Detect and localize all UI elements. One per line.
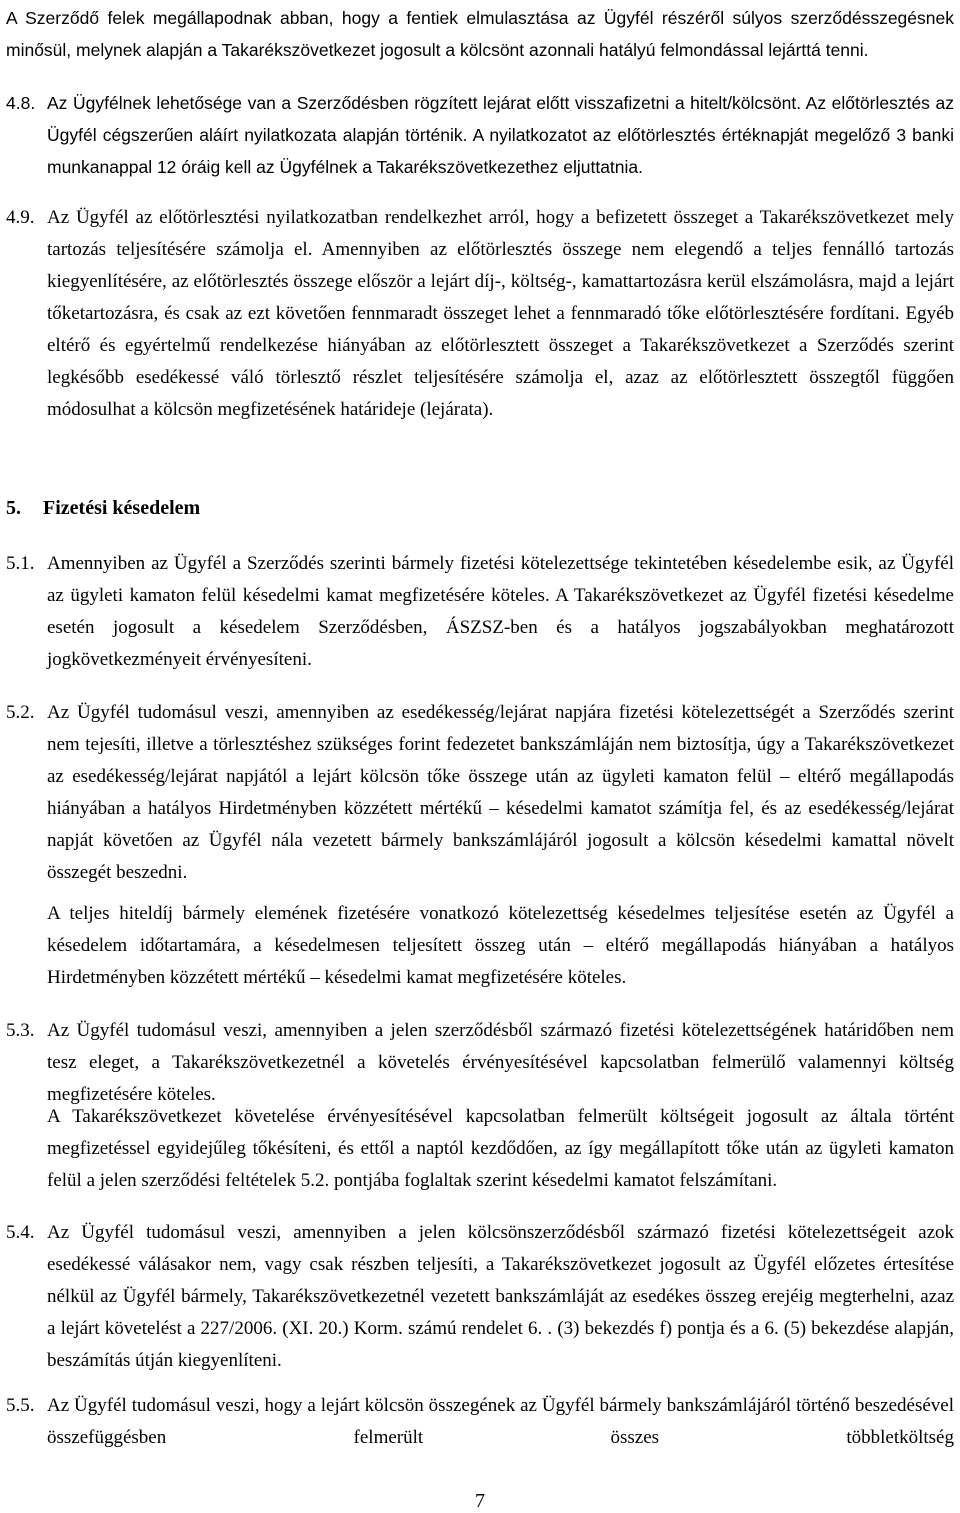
clause-5-5: Az Ügyfél tudomásul veszi, hogy a lejárt kölcsön összegének az Ügyfél bármely bankszámlájáról történő beszedésével összefüggésben felmerült összes többletköltség [47, 1395, 954, 1448]
clause-5-1: Amennyiben az Ügyfél a Szerződés szerinti bármely fizetési kötelezettsége tekintetében késedelembe esik, az Ügyfél az ügyleti kamaton felül késedelmi kamat megfizetésére köteles. A Takarékszövetkezet az Ügyfél fizetési késedelme esetén jogosult a késedelem Szerződésben, ÁSZSZ-ben és a hatályos jogszabályokban meghatározott jogkövetkezményeit érvényesíteni. [47, 553, 954, 670]
intro-paragraph: A Szerződő felek megállapodnak abban, hogy a fentiek elmulasztása az Ügyfél részéről súlyos szerződésszegésnek minősül, melynek alapján a Takarékszövetkezet jogosult a kölcsönt azonnali hatályú felmondással lejárttá tenni. [6, 8, 954, 60]
clause-5-2: Az Ügyfél tudomásul veszi, amennyiben az esedékesség/lejárat napjára fizetési kötelezettségét a Szerződés szerint nem tejesíti, illetve a törlesztéshez szükséges forint fedezetet bankszámláján nem biztosítja, úgy a Takarékszövetkezet az esedékesség/lejárat napjától a lejárt kölcsön tőke összege után az ügyleti kamaton felül – eltérő megállapodás hiányában a hatályos Hirdetményben közzétett mértékű – késedelmi kamatot számítja fel, és az esedékesség/lejárat napját követően az Ügyfél nála vezetett bármely bankszámlájáról jogosult a kölcsön késedelmi kamattal növelt összegét beszedni. [47, 702, 954, 883]
clause-number-5-3: 5.3. [6, 1020, 35, 1041]
clause-number-5-4: 5.4. [6, 1222, 35, 1243]
section-title: Fizetési késedelem [43, 497, 201, 519]
page-number: 7 [475, 1490, 485, 1512]
clause-number-4-9: 4.9. [6, 207, 35, 228]
clause-4-9: Az Ügyfél az előtörlesztési nyilatkozatban rendelkezhet arról, hogy a befizetett összeget a Takarékszövetkezet mely tartozás teljesítésére számolja el. Amennyiben az előtörlesztés összege nem elegendő a teljes fennálló tartozás kiegyenlítésére, az előtörlesztés összege először a lejárt díj-, költség-, kamattartozásra kerül elszámolásra, majd a lejárt tőketartozásra, és csak az ezt követően fennmaradt összeget lehet a fennmaradó tőke előtörlesztésére fordítani. Egyéb eltérő és egyértelmű rendelkezése hiányában az előtörlesztett összeget a Takarékszövetkezet a Szerződés szerint legkésőbb esedékessé váló törlesztő részlet teljesítésére számolja el, azaz az előtörlesztett összegtől függően módosulhat a kölcsön megfizetésének határideje (lejárata). [47, 207, 954, 420]
section-heading-5 [6, 492, 200, 524]
clause-number-4-8: 4.8. [6, 93, 36, 113]
clause-4-8: Az Ügyfélnek lehetősége van a Szerződésben rögzített lejárat előtt visszafizetni a hitelt/kölcsönt. Az előtörlesztés az Ügyfél cégszerűen aláírt nyilatkozata alapján történik. A nyilatkozatot az előtörlesztés értéknapját megelőző 3 banki munkanappal 12 óráig kell az Ügyfélnek a Takarékszövetkezethez eljuttatnia. [47, 93, 954, 177]
clause-number-5-2: 5.2. [6, 702, 35, 723]
clause-5-3-continuation: A Takarékszövetkezet követelése érvényesítésével kapcsolatban felmerült költségeit jogosult az általa történt megfizetéssel egyidejűleg tőkésíteni, és ettől a naptól kezdődően, az így megállapított tőke után az ügyleti kamaton felül a jelen szerződési feltételek 5.2. pontjába foglaltak szerint késedelmi kamatot felszámítani. [47, 1106, 954, 1191]
clause-5-3: Az Ügyfél tudomásul veszi, amennyiben a jelen szerződésből származó fizetési kötelezettségének határidőben nem tesz eleget, a Takarékszövetkezetnél a követelés érvényesítésével kapcsolatban felmerülő valamennyi költség megfizetésére köteles. [47, 1020, 954, 1105]
clause-5-4: Az Ügyfél tudomásul veszi, amennyiben a jelen kölcsönszerződésből származó fizetési kötelezettségeit azok esedékessé válásakor nem, vagy csak részben teljesíti, a Takarékszövetkezet jogosult az Ügyfél előzetes értesítése nélkül az Ügyfél bármely, Takarékszövetkezetnél vezetett bankszámláját az esedékes összeg erejéig megterhelni, azaz a lejárt követelést a 227/2006. (XI. 20.) Korm. számú rendelet 6. . (3) bekezdés f) pontja és a 6. (5) bekezdése alapján, beszámítás útján kiegyenlíteni. [47, 1222, 954, 1371]
clause-number-5-5: 5.5. [6, 1395, 35, 1416]
clause-number-5-1: 5.1. [6, 553, 35, 574]
clause-5-2-continuation: A teljes hiteldíj bármely elemének fizetésére vonatkozó kötelezettség késedelmes teljesítése esetén az Ügyfél a késedelem időtartamára, a késedelmesen teljesített összeg után – eltérő megállapodás hiányában a hatályos Hirdetményben közzétett mértékű – késedelmi kamat megfizetésére köteles. [47, 903, 954, 988]
section-number: 5. [6, 497, 21, 519]
